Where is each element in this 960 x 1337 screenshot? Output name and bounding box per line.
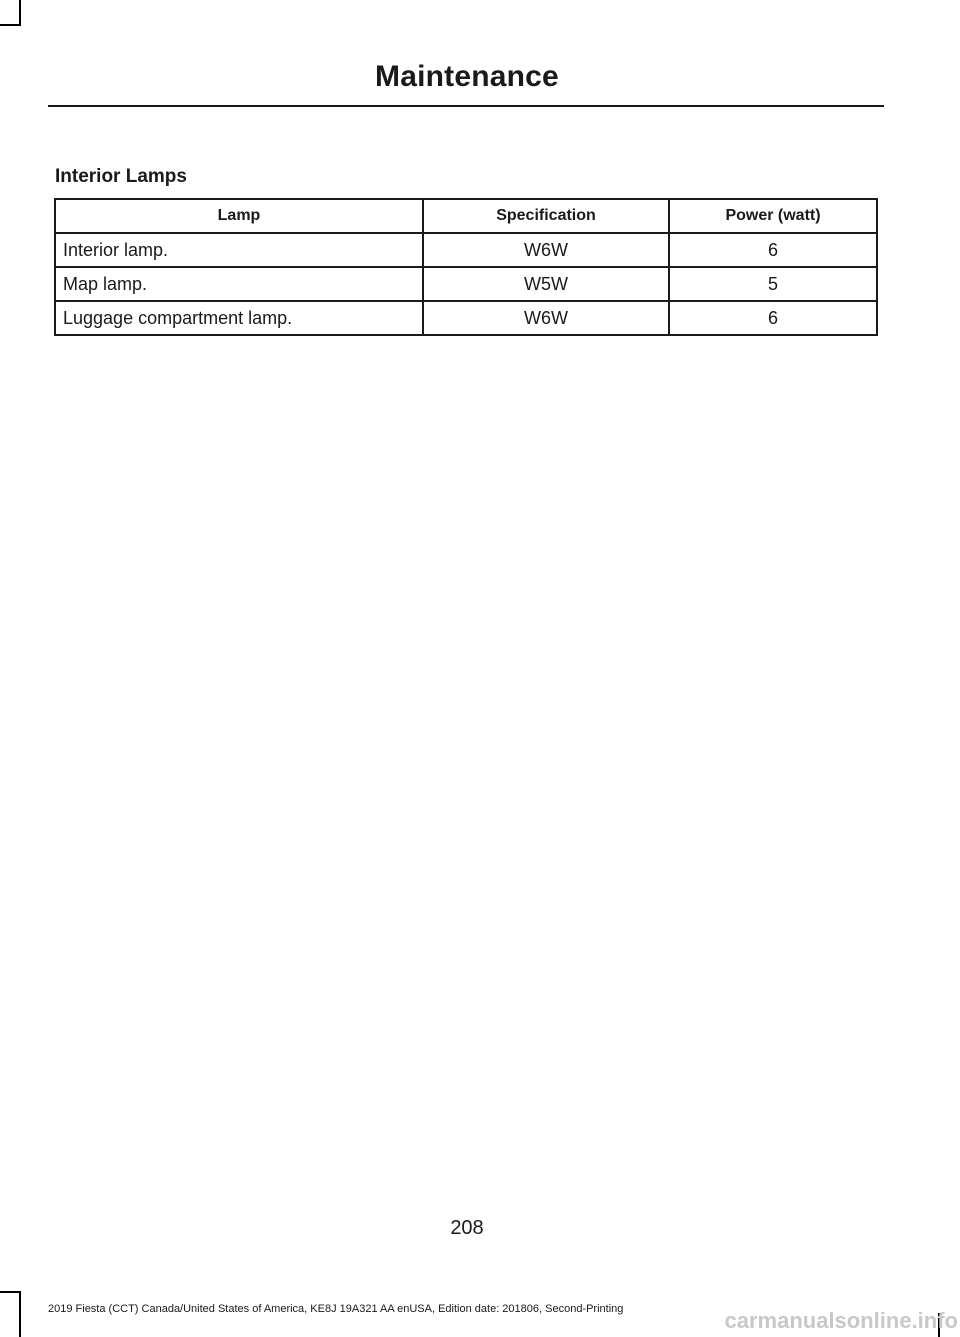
cell-power: 6 — [669, 233, 877, 267]
cell-specification: W5W — [423, 267, 669, 301]
column-header-power: Power (watt) — [669, 199, 877, 233]
interior-lamps-table — [54, 198, 878, 336]
crop-mark-top-left-vertical — [19, 0, 21, 26]
table-row — [55, 233, 877, 267]
table-row — [55, 301, 877, 335]
header-divider — [48, 105, 884, 107]
edition-footer: 2019 Fiesta (CCT) Canada/United States of America, KE8J 19A321 AA enUSA, Edition date: 201806, Second-Printing — [48, 1303, 624, 1315]
column-header-specification: Specification — [423, 199, 669, 233]
cell-lamp: Luggage compartment lamp. — [55, 301, 423, 335]
column-header-lamp: Lamp — [55, 199, 423, 233]
cell-power: 5 — [669, 267, 877, 301]
cell-specification: W6W — [423, 301, 669, 335]
cell-lamp: Interior lamp. — [55, 233, 423, 267]
page-number: 208 — [450, 1217, 484, 1239]
cell-power: 6 — [669, 301, 877, 335]
table-header-row — [55, 199, 877, 233]
crop-mark-top-left-horizontal — [0, 24, 21, 26]
section-heading: Interior Lamps — [55, 166, 187, 187]
table-row — [55, 267, 877, 301]
page-title: Maintenance — [375, 60, 559, 93]
cell-specification: W6W — [423, 233, 669, 267]
watermark-text: carmanualsonline.info — [724, 1308, 958, 1333]
crop-mark-bottom-left-vertical — [19, 1291, 21, 1337]
crop-mark-bottom-left-horizontal — [0, 1291, 21, 1293]
cell-lamp: Map lamp. — [55, 267, 423, 301]
